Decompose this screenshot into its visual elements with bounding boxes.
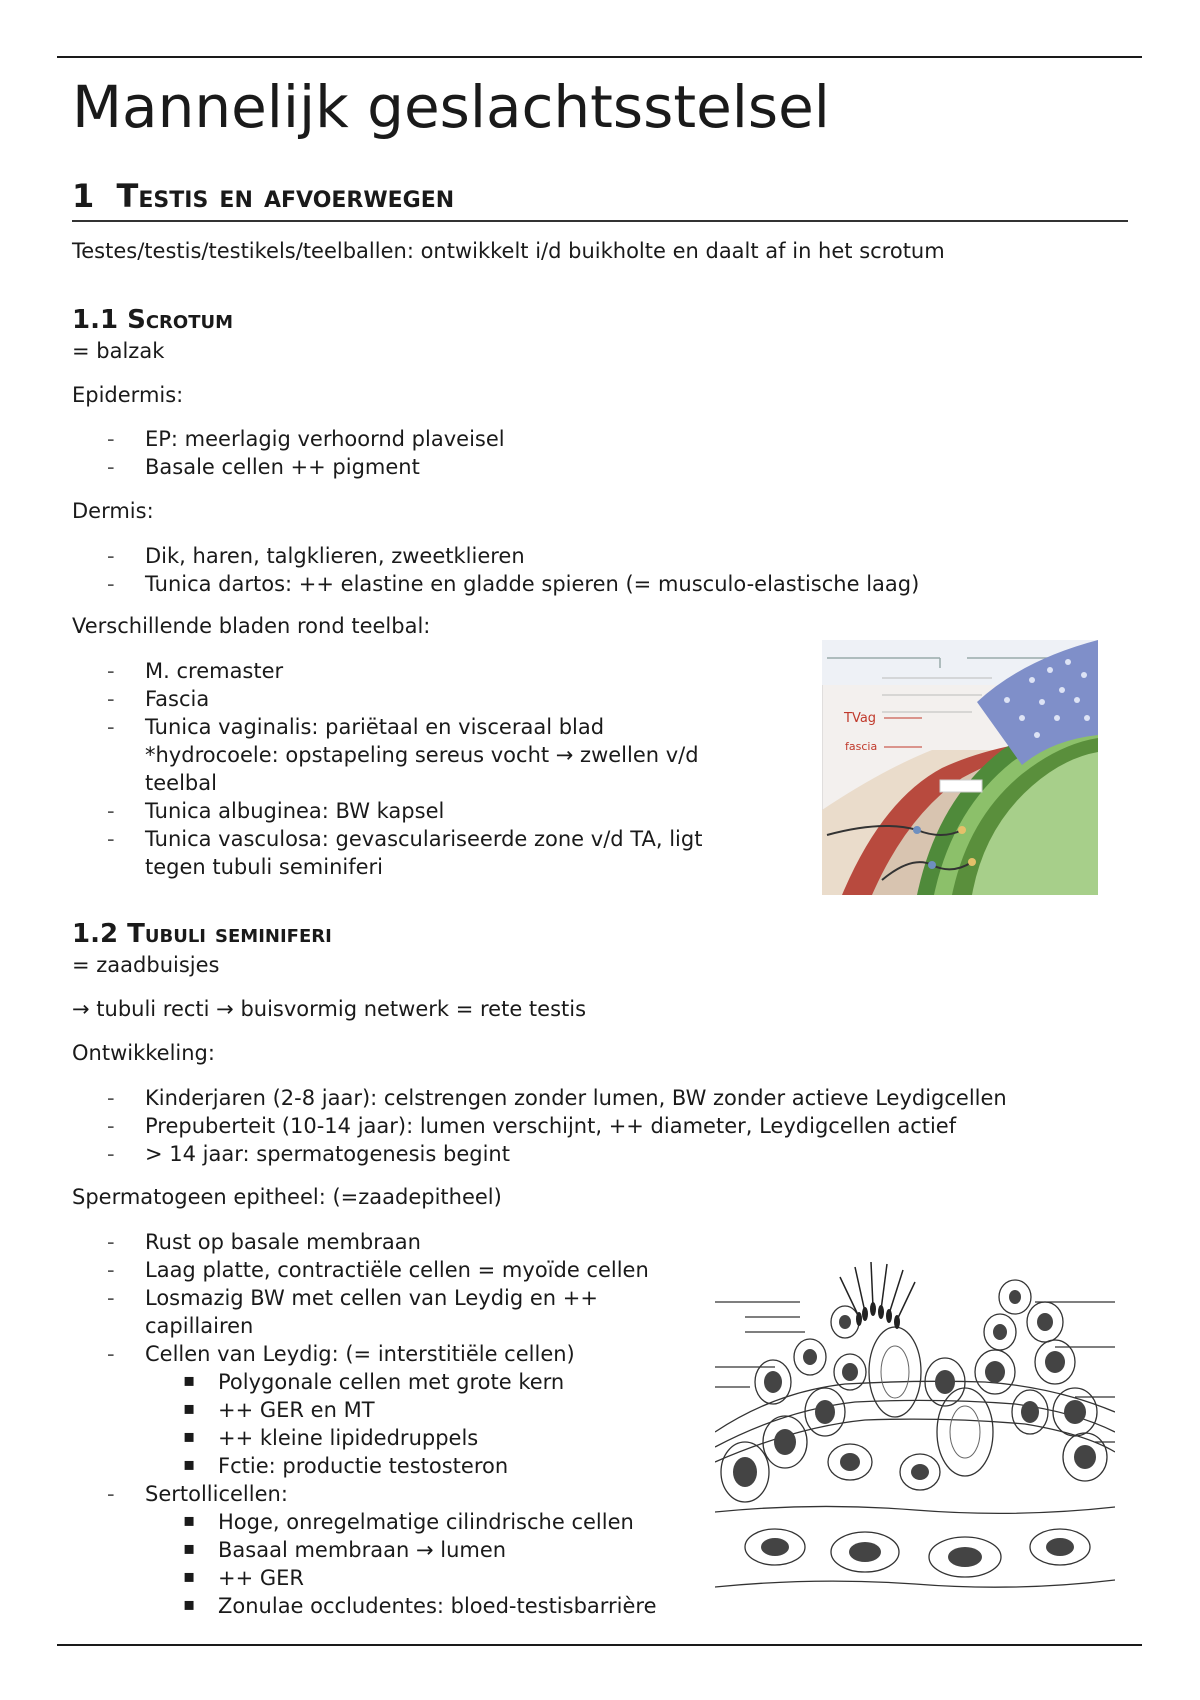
bottom-rule (57, 1644, 1142, 1646)
scrotum-definition: = balzak (72, 339, 165, 363)
list-item: - Laag platte, contractiële cellen = myoïde cellen (100, 1256, 700, 1284)
sertoli-sublist (145, 1508, 700, 1620)
list-item: ▪ Hoge, onregelmatige cilindrische cellen (145, 1508, 700, 1536)
list-item: ▪ Fctie: productie testosteron (145, 1452, 700, 1480)
list-item-text: Sertollicellen: (145, 1482, 288, 1506)
epithelium-label: Spermatogeen epitheel: (=zaadepitheel) (72, 1185, 502, 1209)
epidermis-label: Epidermis: (72, 383, 184, 407)
list-item: - M. cremaster (100, 657, 760, 685)
list-item: - EP: meerlagig verhoornd plaveisel (100, 425, 505, 453)
list-item: ▪ Zonulae occludentes: bloed-testisbarrière (145, 1592, 700, 1620)
page-title: Mannelijk geslachtsstelsel (72, 73, 830, 141)
list-item (100, 1480, 700, 1620)
list-item: ▪ Polygonale cellen met grote kern (145, 1368, 700, 1396)
scrotum-title: Scrotum (127, 305, 234, 335)
seminiferous-epithelium-figure (715, 1262, 1115, 1597)
list-item-text: Tunica vaginalis: pariëtaal en visceraal blad (145, 715, 605, 739)
hydrocoele-note: *hydrocoele: opstapeling sereus vocht → zwellen v/d teelbal (145, 743, 699, 795)
list-item: - Fascia (100, 685, 760, 713)
scrotum-number: 1.1 (72, 305, 119, 335)
layers-label: Verschillende bladen rond teelbal: (72, 614, 431, 638)
top-rule (57, 56, 1142, 58)
dermis-list (100, 542, 919, 598)
dermis-label: Dermis: (72, 499, 154, 523)
list-item: - Prepuberteit (10-14 jaar): lumen verschijnt, ++ diameter, Leydigcellen actief (100, 1112, 1007, 1140)
list-item: ▪ Basaal membraan → lumen (145, 1536, 700, 1564)
list-item: - Basale cellen ++ pigment (100, 453, 505, 481)
section-1-underline (72, 220, 1128, 222)
development-label: Ontwikkeling: (72, 1041, 215, 1065)
section-1-heading (72, 174, 454, 218)
section-1-intro: Testes/testis/testikels/teelballen: ontwikkelt i/d buikholte en daalt af in het scrotum (72, 239, 945, 263)
tvag-label: TVag (844, 711, 877, 726)
list-item: - Tunica vasculosa: gevasculariseerde zone v/d TA, ligt tegen tubuli seminiferi (100, 825, 760, 881)
tubuli-definition: = zaadbuisjes (72, 953, 220, 977)
tubuli-title: Tubuli seminiferi (127, 919, 332, 949)
list-item: - Kinderjaren (2-8 jaar): celstrengen zonder lumen, BW zonder actieve Leydigcellen (100, 1084, 1007, 1112)
section-1-number: 1 (72, 177, 95, 215)
list-item: - Rust op basale membraan (100, 1228, 700, 1256)
list-item: - Dik, haren, talgklieren, zweetklieren (100, 542, 919, 570)
tubuli-flow: → tubuli recti → buisvormig netwerk = rete testis (72, 997, 587, 1021)
scrotum-heading (72, 302, 233, 338)
tubuli-number: 1.2 (72, 919, 119, 949)
tubuli-heading (72, 916, 332, 952)
list-item: - Tunica albuginea: BW kapsel (100, 797, 760, 825)
list-item-text: Cellen van Leydig: (= interstitiële cellen) (145, 1342, 575, 1366)
list-item: ▪ ++ GER (145, 1564, 700, 1592)
layers-list (100, 657, 760, 881)
list-item (100, 1340, 700, 1480)
epithelium-list (100, 1228, 700, 1620)
list-item: - Tunica dartos: ++ elastine en gladde spieren (= musculo-elastische laag) (100, 570, 919, 598)
list-item: - > 14 jaar: spermatogenesis begint (100, 1140, 1007, 1168)
leydig-sublist (145, 1368, 700, 1480)
list-item: - Losmazig BW met cellen van Leydig en ++ capillairen (100, 1284, 700, 1340)
development-list (100, 1084, 1007, 1168)
section-1-title: Testis en afvoerwegen (116, 177, 455, 215)
fascia-label: fascia (845, 740, 878, 753)
list-item: ▪ ++ GER en MT (145, 1396, 700, 1424)
list-item (100, 713, 760, 797)
list-item: ▪ ++ kleine lipidedruppels (145, 1424, 700, 1452)
epidermis-list (100, 425, 505, 481)
testis-layers-figure (822, 640, 1098, 895)
